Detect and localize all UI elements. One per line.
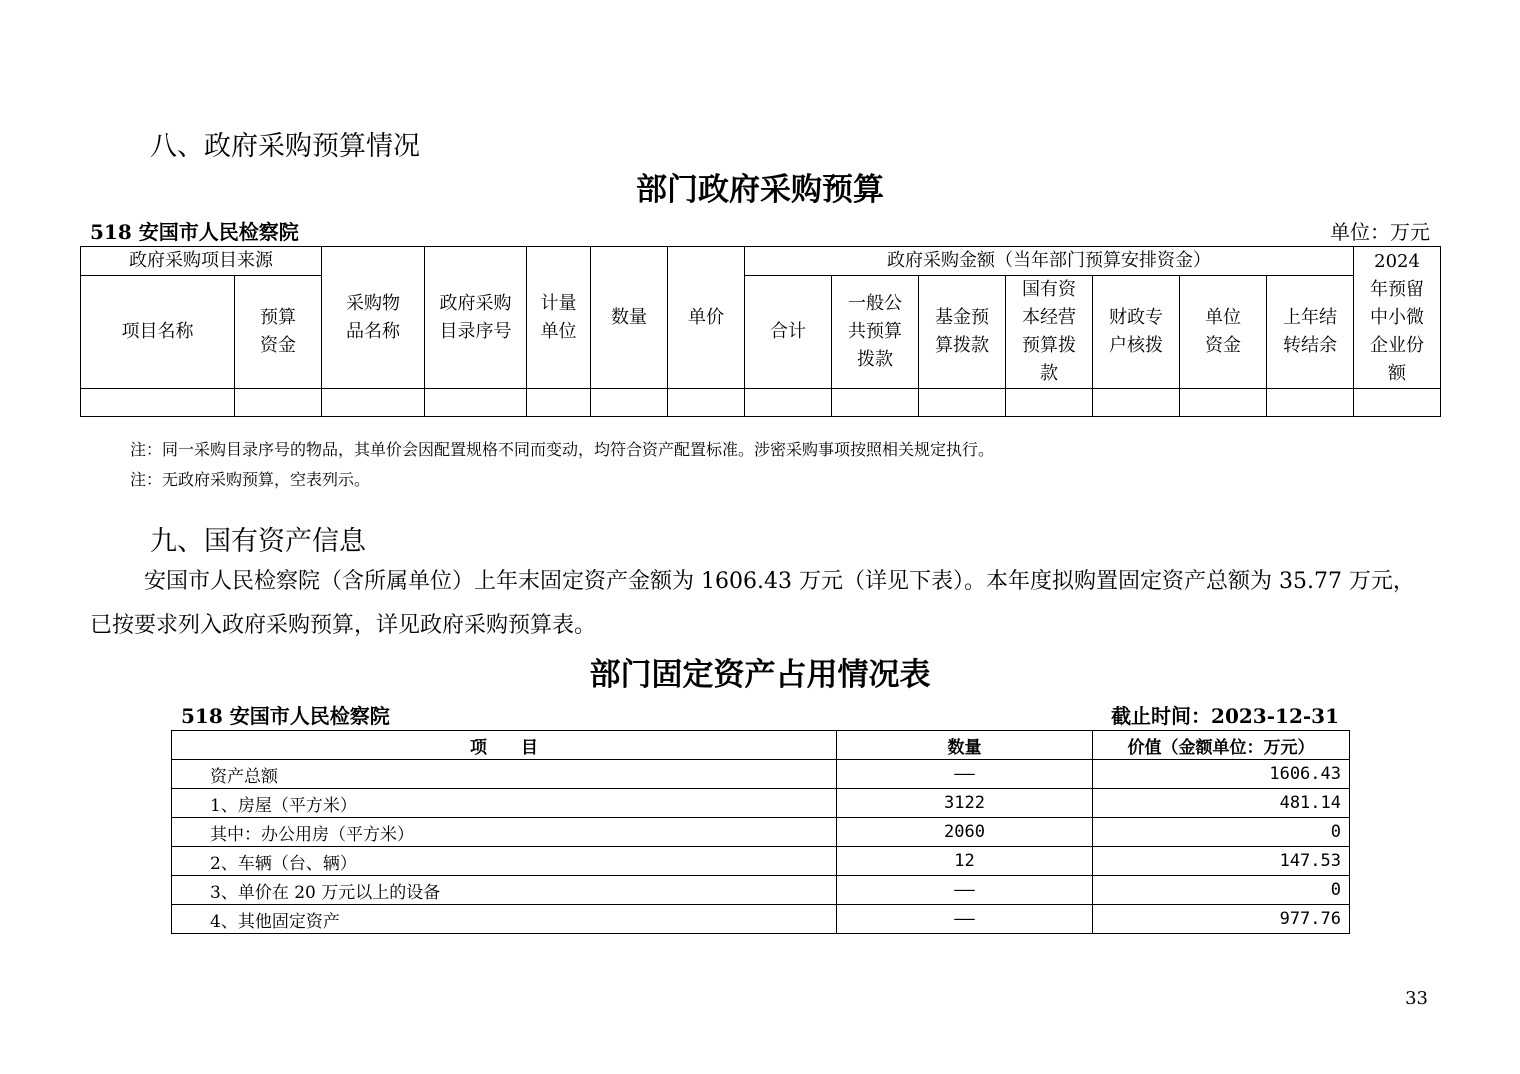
header-carryover: 上年结转结余 xyxy=(1267,276,1354,389)
header-unit-price: 单价 xyxy=(668,247,745,389)
section-heading-assets: 九、国有资产信息 xyxy=(150,526,366,557)
table-row xyxy=(172,847,1350,876)
assets-date-label: 截止时间：2023-12-31 xyxy=(1111,704,1339,728)
header-special-account: 财政专户核拨 xyxy=(1093,276,1180,389)
procurement-unit-label: 单位：万元 xyxy=(1330,220,1430,244)
row-item: 资产总额 xyxy=(172,760,837,789)
row-value: 481.14 xyxy=(1093,789,1350,818)
header-general-budget: 一般公共预算拨款 xyxy=(832,276,919,389)
procurement-note: 注：无政府采购预算，空表列示。 xyxy=(130,470,371,489)
table-row xyxy=(172,905,1350,934)
row-value: 0 xyxy=(1093,818,1350,847)
row-quantity: —— xyxy=(837,876,1093,905)
assets-table-title: 部门固定资产占用情况表 xyxy=(589,657,931,693)
row-quantity: 12 xyxy=(837,847,1093,876)
column-header-quantity: 数量 xyxy=(837,731,1093,760)
procurement-budget-table xyxy=(80,246,1441,417)
header-source-group: 政府采购项目来源 xyxy=(81,247,322,276)
row-item: 2、车辆（台、辆） xyxy=(172,847,837,876)
procurement-note: 注：同一采购目录序号的物品，其单价会因配置规格不同而变动，均符合资产配置标准。涉密采购事项按照相关规定执行。 xyxy=(130,440,995,459)
row-item: 其中：办公用房（平方米） xyxy=(172,818,837,847)
row-value: 147.53 xyxy=(1093,847,1350,876)
procurement-table-title: 部门政府采购预算 xyxy=(636,172,884,208)
procurement-unit-name: 518 安国市人民检察院 xyxy=(90,220,299,244)
header-measure-unit: 计量单位 xyxy=(527,247,591,389)
table-row xyxy=(81,389,1441,417)
header-budget-funds: 预算资金 xyxy=(235,276,322,389)
header-project-name: 项目名称 xyxy=(81,276,235,389)
row-value: 977.76 xyxy=(1093,905,1350,934)
column-header-item: 项 目 xyxy=(172,731,837,760)
header-total: 合计 xyxy=(745,276,832,389)
row-item: 4、其他固定资产 xyxy=(172,905,837,934)
assets-unit-name: 518 安国市人民检察院 xyxy=(181,704,390,728)
column-header-value: 价值（金额单位：万元） xyxy=(1093,731,1350,760)
row-quantity: —— xyxy=(837,760,1093,789)
header-amount-group: 政府采购金额（当年部门预算安排资金） xyxy=(745,247,1354,276)
row-item: 3、单价在 20 万元以上的设备 xyxy=(172,876,837,905)
row-quantity: —— xyxy=(837,905,1093,934)
table-row xyxy=(172,818,1350,847)
header-fund-budget: 基金预算拨款 xyxy=(919,276,1006,389)
header-sme-share: 2024 年预留中小微企业份额 xyxy=(1354,247,1441,389)
section-heading-procurement: 八、政府采购预算情况 xyxy=(150,131,420,162)
row-value: 0 xyxy=(1093,876,1350,905)
row-value: 1606.43 xyxy=(1093,760,1350,789)
table-row xyxy=(172,876,1350,905)
table-row xyxy=(172,760,1350,789)
header-catalog-no: 政府采购目录序号 xyxy=(425,247,527,389)
fixed-assets-table xyxy=(171,730,1350,934)
header-item-name: 采购物品名称 xyxy=(322,247,425,389)
header-quantity: 数量 xyxy=(591,247,668,389)
assets-paragraph: 安国市人民检察院（含所属单位）上年末固定资产金额为 1606.43 万元（详见下表）。本年度拟购置固定资产总额为 35.77 万元，已按要求列入政府采购预算，详见政府采购预算表。 xyxy=(90,569,1415,638)
table-row xyxy=(172,789,1350,818)
row-item: 1、房屋（平方米） xyxy=(172,789,837,818)
header-state-capital: 国有资本经营预算拨款 xyxy=(1006,276,1093,389)
row-quantity: 2060 xyxy=(837,818,1093,847)
row-quantity: 3122 xyxy=(837,789,1093,818)
page-number: 33 xyxy=(1405,988,1428,1009)
header-unit-funds: 单位资金 xyxy=(1180,276,1267,389)
